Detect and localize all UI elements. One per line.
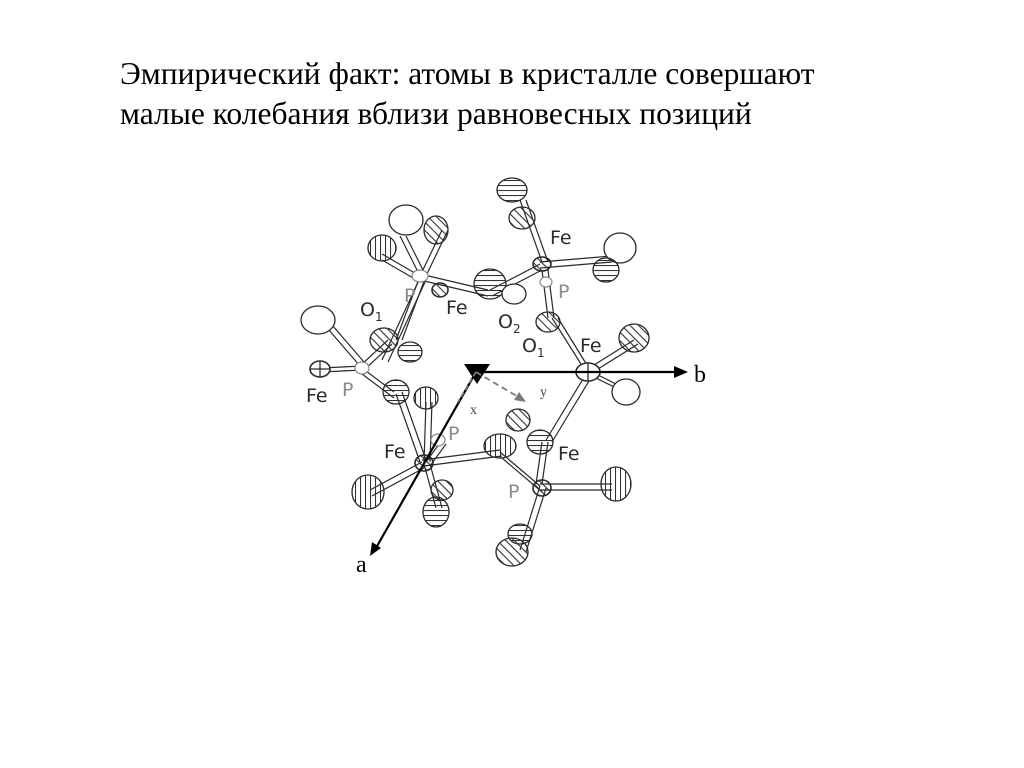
- fe-atoms: [310, 257, 600, 496]
- p-label: P: [404, 285, 416, 307]
- p-atom: [540, 277, 552, 287]
- atom-ellipsoid: [398, 342, 422, 362]
- atom-ellipsoid: [389, 205, 423, 235]
- p-label: P: [558, 281, 570, 303]
- o-letter: O: [498, 311, 513, 333]
- o-label: [360, 299, 383, 324]
- fe-label: Fe: [580, 335, 602, 357]
- axis-b-arrowhead: [674, 366, 688, 378]
- atom-ellipsoid: [414, 387, 438, 409]
- p-label: P: [342, 379, 354, 401]
- axis-y-arrowhead: [514, 392, 526, 402]
- p-atom: [355, 362, 369, 374]
- title-line-1: Эмпирический факт: атомы в кристалле совершают: [120, 56, 815, 91]
- o-subscript: 1: [374, 310, 383, 324]
- fe-atom: [533, 257, 551, 271]
- atom-ellipsoid: [424, 216, 448, 244]
- o-label: [522, 335, 545, 360]
- atom-ellipsoid: [352, 475, 384, 509]
- o-letter: O: [360, 299, 375, 321]
- bond: [546, 374, 592, 442]
- axis-b-label: b: [694, 362, 706, 388]
- atom-ellipsoid: [509, 207, 535, 229]
- p-atom: [412, 270, 428, 282]
- atom-ellipsoid: [431, 480, 453, 500]
- atom-ellipsoid: [601, 467, 631, 501]
- atom-ellipsoid: [612, 379, 640, 405]
- fe-label: Fe: [558, 443, 580, 465]
- axis-y-label: y: [540, 385, 547, 400]
- atom-ellipsoid: [301, 306, 335, 334]
- o-label: [498, 311, 521, 336]
- atom-ellipsoid: [593, 258, 619, 282]
- o-subscript: 2: [512, 322, 521, 336]
- atom-ellipsoid: [370, 328, 398, 352]
- atom-ellipsoid: [383, 380, 409, 404]
- axis-x-label: x: [470, 403, 477, 418]
- axis-a-label: a: [356, 552, 367, 578]
- atom-ellipsoid: [484, 434, 516, 458]
- atom-ellipsoid: [619, 324, 649, 352]
- fe-label: Fe: [306, 385, 328, 407]
- title-line-2: малые колебания вблизи равновесных позиций: [120, 96, 752, 131]
- atom-ellipsoid: [506, 409, 530, 431]
- atom-ellipsoid: [502, 284, 526, 304]
- atom-ellipsoid: [474, 269, 506, 299]
- p-label: P: [448, 423, 460, 445]
- p-label: P: [508, 481, 520, 503]
- fe-atom: [432, 283, 448, 297]
- atom-ellipsoid: [527, 430, 553, 454]
- atom-ellipsoid: [423, 497, 449, 527]
- atom-ellipsoid: [497, 178, 527, 202]
- axis-origin-marker: [464, 364, 490, 384]
- atom-ellipsoid: [508, 524, 532, 544]
- o-letter: O: [522, 335, 537, 357]
- axis-y-line: [476, 372, 520, 398]
- fe-atom: [533, 480, 551, 496]
- fe-label: Fe: [384, 441, 406, 463]
- atom-ellipsoid: [536, 312, 560, 332]
- fe-label: Fe: [550, 227, 572, 249]
- o-subscript: 1: [536, 346, 545, 360]
- fe-label: Fe: [446, 297, 468, 319]
- atom-ellipsoid: [368, 235, 396, 261]
